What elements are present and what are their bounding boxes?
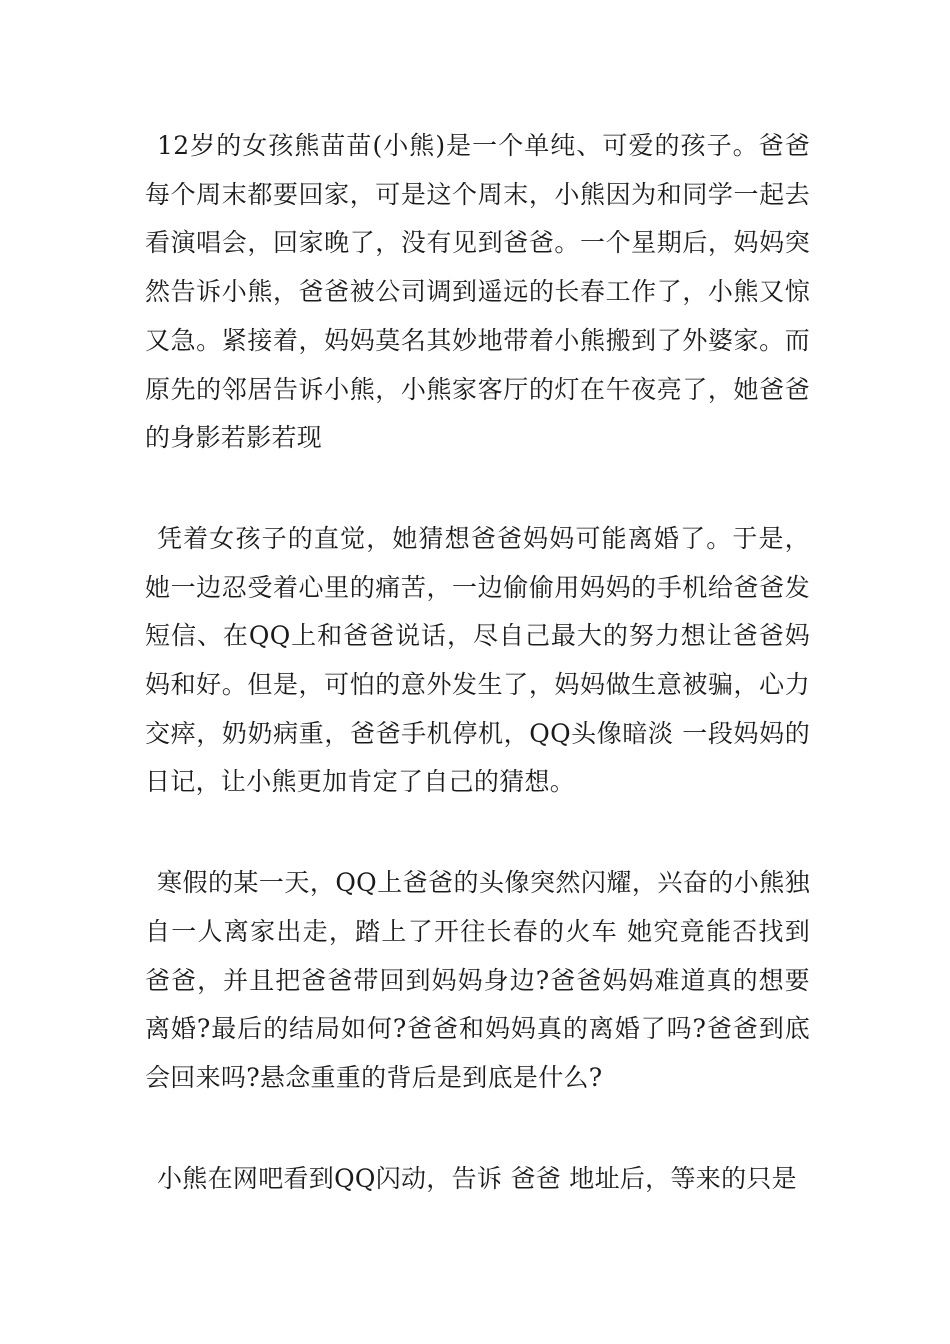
paragraph-3: 寒假的某一天，QQ上爸爸的头像突然闪耀，兴奋的小熊独自一人离家出走，踏上了开往长春的火车 她究竟能否找到爸爸，并且把爸爸带回到妈妈身边?爸爸妈妈难道真的想要离婚?最后的结局如何?爸爸和妈妈真的离婚了吗?爸爸到底会回来吗?悬念重重的背后是到底是什么? <box>145 868 810 1092</box>
paragraph-2: 凭着女孩子的直觉，她猜想爸爸妈妈可能离婚了。于是，她一边忍受着心里的痛苦，一边偷偷用妈妈的手机给爸爸发短信、在QQ上和爸爸说话，尽自己最大的努力想让爸爸妈妈和好。但是，可怕的意外发生了，妈妈做生意被骗，心力交瘁，奶奶病重，爸爸手机停机，QQ头像暗淡 一段妈妈的日记，让小熊更加肯定了自己的猜想。 <box>145 523 810 797</box>
paragraph-4: 小熊在网吧看到QQ闪动，告诉 爸爸 地址后，等来的只是 <box>157 1163 797 1193</box>
document-body <box>145 122 810 1255</box>
paragraph-1: 12岁的女孩熊苗苗(小熊)是一个单纯、可爱的孩子。爸爸每个周末都要回家，可是这个周末，小熊因为和同学一起去看演唱会，回家晚了，没有见到爸爸。一个星期后，妈妈突然告诉小熊，爸爸被公司调到遥远的长春工作了，小熊又惊又急。紧接着，妈妈莫名其妙地带着小熊搬到了外婆家。而原先的邻居告诉小熊，小熊家客厅的灯在午夜亮了，她爸爸的身影若影若现 <box>145 131 810 453</box>
